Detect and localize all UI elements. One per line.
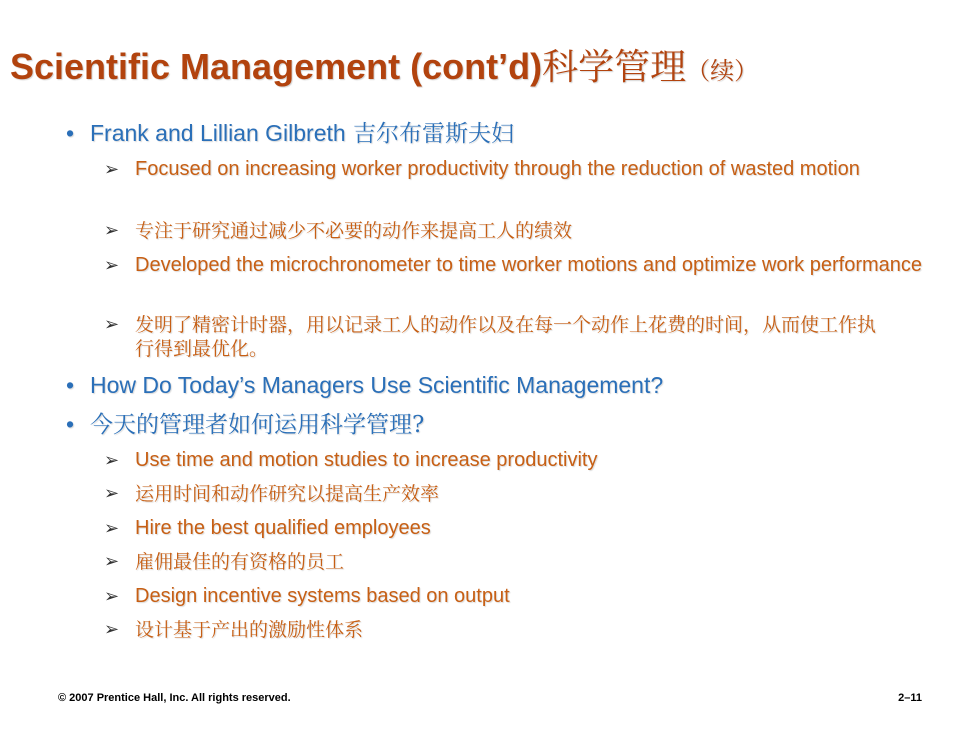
bullet-gilbreth [66, 118, 514, 149]
arrow-bullet-icon: ➢ [104, 159, 120, 179]
sub-bullet-text: 运用时间和动作研究以提高生产效率 [135, 483, 440, 505]
sub-bullet-text: Developed the microchronometer to time worker motions and optimize work performance [135, 254, 923, 276]
bullet-today-managers [66, 370, 663, 400]
bullet-dot: • [66, 120, 75, 146]
bullet-dot: • [66, 372, 75, 398]
sub-bullet-incentive-cn [104, 618, 924, 642]
sub-bullet-hire [104, 516, 924, 540]
arrow-bullet-icon: ➢ [104, 220, 120, 241]
arrow-bullet-icon: ➢ [104, 619, 120, 640]
bullet-dot: • [66, 411, 75, 437]
footer-copyright: © 2007 Prentice Hall, Inc. All rights reserved. [58, 692, 291, 704]
sub-bullet-time-motion-cn [104, 482, 924, 506]
slide-title-cn-suffix: （续） [686, 57, 759, 85]
arrow-bullet-icon: ➢ [104, 314, 120, 335]
slide-title-en: Scientific Management (cont’d) [10, 46, 543, 87]
bullet-today-managers-en: How Do Today’s Managers Use Scientific Management? [90, 372, 664, 398]
arrow-bullet-icon: ➢ [104, 255, 120, 275]
bullet-today-managers-cn-text: 今天的管理者如何运用科学管理? [90, 412, 425, 438]
sub-bullet-text: 发明了精密计时器，用以记录工人的动作以及在每一个动作上花费的时间，从而使工作执行得到最优化。 [135, 314, 877, 360]
sub-bullet-text: 设计基于产出的激励性体系 [135, 619, 364, 641]
sub-bullet-text: Design incentive systems based on output [135, 585, 510, 607]
slide-title-cn: 科学管理 [542, 47, 687, 88]
sub-bullet-incentive [104, 584, 924, 608]
sub-bullet-microchronometer [104, 253, 924, 277]
sub-bullet-text: Focused on increasing worker productivity through the reduction of wasted motion [135, 158, 860, 180]
slide-title [10, 44, 758, 94]
sub-bullet-time-motion [104, 448, 924, 472]
sub-bullet-microchronometer-cn [104, 313, 884, 361]
sub-bullet-text: Hire the best qualified employees [135, 517, 431, 539]
sub-bullet-focused-cn [104, 219, 924, 243]
arrow-bullet-icon: ➢ [104, 586, 120, 606]
sub-bullet-focused [104, 157, 924, 181]
footer-page-number: 2–11 [898, 692, 922, 704]
arrow-bullet-icon: ➢ [104, 483, 120, 504]
arrow-bullet-icon: ➢ [104, 518, 120, 538]
sub-bullet-text: Use time and motion studies to increase productivity [135, 449, 598, 471]
bullet-gilbreth-en: Frank and Lillian Gilbreth [90, 120, 346, 146]
sub-bullet-text: 雇佣最佳的有资格的员工 [135, 551, 345, 573]
arrow-bullet-icon: ➢ [104, 551, 120, 572]
sub-bullet-hire-cn [104, 550, 924, 574]
arrow-bullet-icon: ➢ [104, 450, 120, 470]
bullet-today-managers-cn [66, 409, 424, 440]
bullet-gilbreth-cn: 吉尔布雷斯夫妇 [345, 121, 514, 147]
sub-bullet-text: 专注于研究通过减少不必要的动作来提高工人的绩效 [135, 220, 573, 242]
